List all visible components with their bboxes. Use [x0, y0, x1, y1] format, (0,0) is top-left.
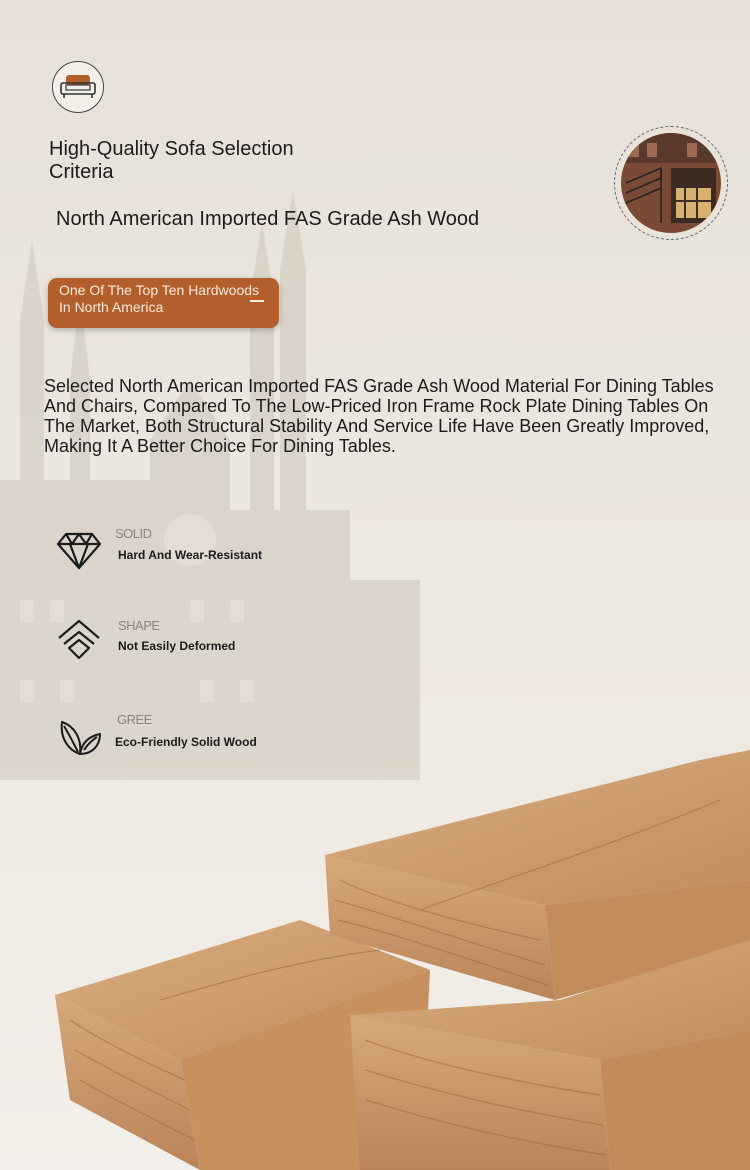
- diamond-icon: [56, 526, 102, 572]
- city-background-illustration: [0, 180, 420, 780]
- feature-label: Hard And Wear-Resistant: [118, 548, 263, 562]
- layers-icon: [56, 618, 102, 664]
- feature-watermark: SHAPE: [118, 618, 160, 633]
- wood-planks-image: [0, 740, 750, 1170]
- tag-dash-decoration: [250, 300, 264, 302]
- page-title: High-Quality Sofa Selection Criteria: [49, 138, 294, 183]
- sofa-icon: [58, 74, 98, 100]
- photo-frame: [614, 126, 728, 240]
- feature-label: Not Easily Deformed: [118, 639, 236, 653]
- feature-watermark: GREE: [117, 712, 152, 727]
- tag-text: One Of The Top Ten Hardwoods In North America: [59, 282, 260, 315]
- description-text: Selected North American Imported FAS Grade Ash Wood Material For Dining Tables And Chairs, Compared To The Low-Priced Iron Frame Rock Plate Dining Tables On The Market, Both Structural Stability And Service Life Have Been Greatly Improved, Making It A Better Choice For Dining Tables.: [44, 376, 714, 456]
- building-photo: [621, 133, 721, 233]
- sofa-badge: [52, 61, 104, 113]
- highlight-tag: [48, 278, 279, 328]
- feature-label: Eco-Friendly Solid Wood: [115, 735, 257, 749]
- feature-watermark: SOLID: [115, 526, 152, 541]
- page-subtitle: North American Imported FAS Grade Ash Wood: [56, 208, 480, 230]
